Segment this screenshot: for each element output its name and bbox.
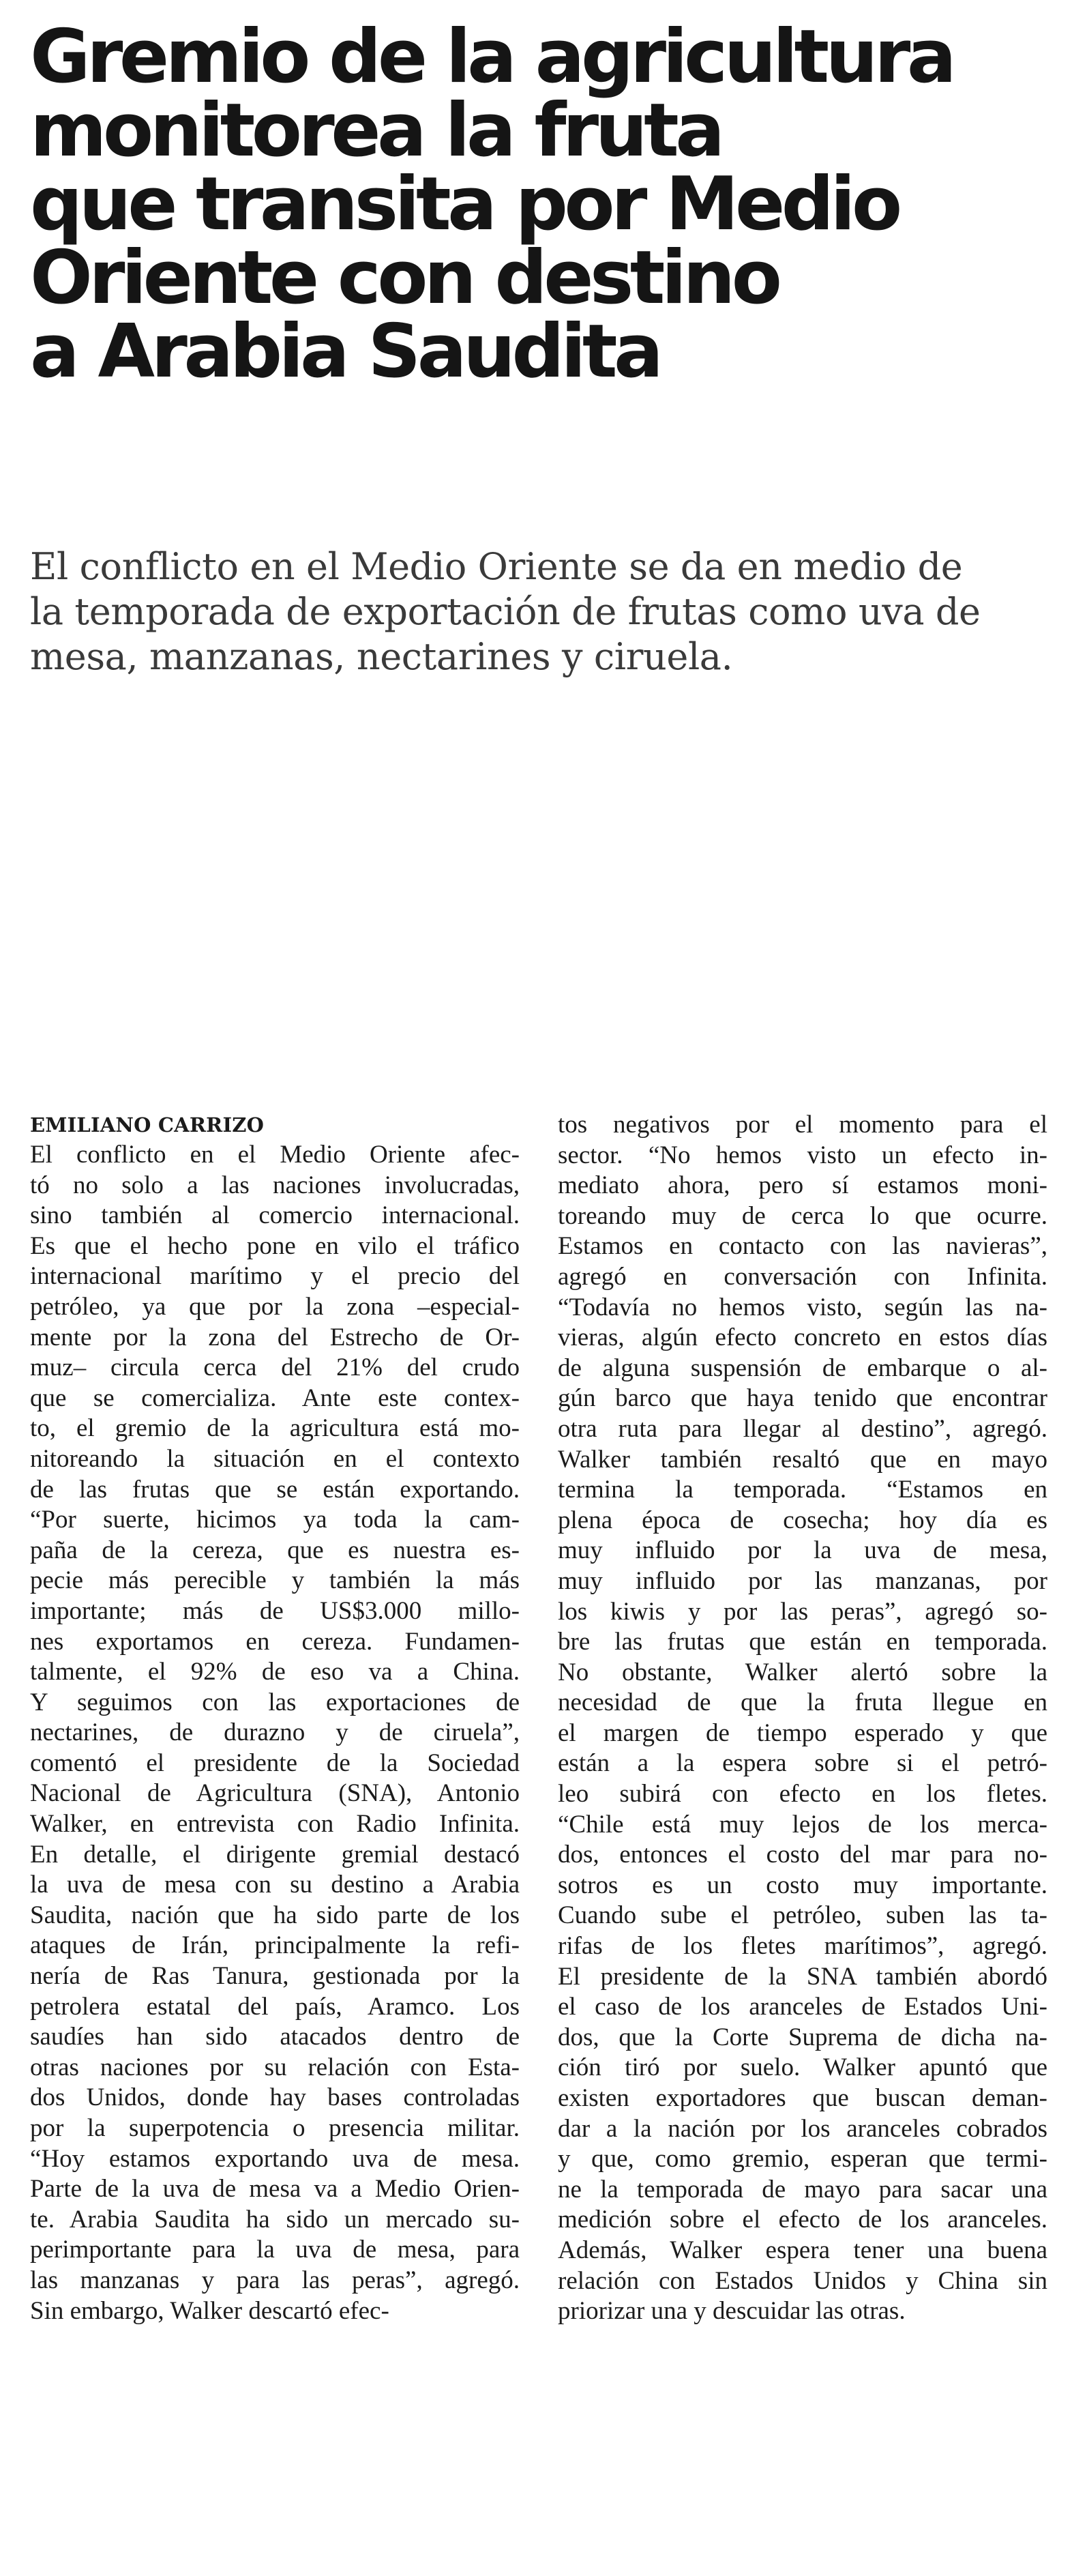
body-text-line: ción tiró por suelo. Walker apuntó que	[558, 2053, 1047, 2082]
headline-line: Oriente con destino	[30, 235, 779, 321]
body-text-line: bre las frutas que están en temporada.	[558, 1628, 1047, 1656]
body-text-line: perimportante para la uva de mesa, para	[30, 2236, 520, 2264]
body-text-line: “Hoy estamos exportando uva de mesa.	[30, 2144, 520, 2173]
body-text-line: talmente, el 92% de eso va a China.	[30, 1658, 520, 1686]
body-text-line: ne la temporada de mayo para sacar una	[558, 2175, 1047, 2204]
body-text-line: Saudita, nación que ha sido parte de los	[30, 1901, 520, 1929]
author-byline: EMILIANO CARRIZO	[30, 1113, 265, 1137]
body-text-line: agregó en conversación con Infinita.	[558, 1262, 1047, 1291]
headline-line: Gremio de la agricultura	[30, 14, 953, 100]
body-text-line: saudíes han sido atacados dentro de	[30, 2023, 520, 2051]
body-text-line: tó no solo a las naciones involucradas,	[30, 1171, 520, 1199]
body-text-line: el caso de los aranceles de Estados Uni-	[558, 1993, 1047, 2021]
body-text-line: paña de la cereza, que es nuestra es-	[30, 1536, 520, 1564]
body-text-line: mediato ahora, pero sí estamos moni-	[558, 1171, 1047, 1200]
body-text-line: mente por la zona del Estrecho de Or-	[30, 1323, 520, 1351]
body-text-line: El presidente de la SNA también abordó	[558, 1962, 1047, 1991]
body-text-line: que se comercializa. Ante este contex-	[30, 1384, 520, 1412]
body-text-line: dar a la nación por los aranceles cobrados	[558, 2114, 1047, 2143]
body-text-line: leo subirá con efecto en los fletes.	[558, 1780, 1047, 1809]
body-text-line: dos, que la Corte Suprema de dicha na-	[558, 2023, 1047, 2051]
body-text-line: importante; más de US$3.000 millo-	[30, 1596, 520, 1625]
body-text-line: y que, como gremio, esperan que termi-	[558, 2145, 1047, 2174]
body-text-line: el margen de tiempo esperado y que	[558, 1718, 1047, 1747]
body-text-line: Y seguimos con las exportaciones de	[30, 1688, 520, 1716]
body-text-line: plena época de cosecha; hoy día es	[558, 1506, 1047, 1534]
body-text-line: petrolera estatal del país, Aramco. Los	[30, 1992, 520, 2021]
body-text-line: termina la temporada. “Estamos en	[558, 1476, 1047, 1504]
body-column-left	[30, 1140, 520, 2326]
body-column-right	[558, 1110, 1047, 2327]
body-text-line: otras naciones por su relación con Esta-	[30, 2053, 520, 2081]
body-text-line: “Chile está muy lejos de los merca-	[558, 1810, 1047, 1839]
body-text-line: relación con Estados Unidos y China sin	[558, 2266, 1047, 2295]
body-text-line: “Todavía no hemos visto, según las na-	[558, 1293, 1047, 1321]
headline-line: a Arabia Saudita	[30, 309, 660, 394]
body-text-line: medición sobre el efecto de los aranceles.	[558, 2206, 1047, 2234]
body-text-line: petróleo, ya que por la zona –especial-	[30, 1292, 520, 1321]
body-text-line: Estamos en contacto con las navieras”,	[558, 1232, 1047, 1261]
body-text-line: Walker, en entrevista con Radio Infinita.	[30, 1810, 520, 1839]
body-text-line: to, el gremio de la agricultura está mo-	[30, 1414, 520, 1443]
body-text-line: toreando muy de cerca lo que ocurre.	[558, 1201, 1047, 1230]
body-text-line: muz– circula cerca del 21% del crudo	[30, 1353, 520, 1382]
headline	[30, 14, 1032, 394]
body-text-line: comentó el presidente de la Sociedad	[30, 1748, 520, 1777]
body-text-line: rifas de los fletes marítimos”, agregó.	[558, 1932, 1047, 1961]
body-text-line: de las frutas que se están exportando.	[30, 1475, 520, 1504]
body-text-line: dos Unidos, donde hay bases controladas	[30, 2083, 520, 2112]
body-text-line: te. Arabia Saudita ha sido un mercado su-	[30, 2205, 520, 2234]
body-text-line: de alguna suspensión de embarque o al-	[558, 1353, 1047, 1382]
body-text-line: dos, entonces el costo del mar para no-	[558, 1841, 1047, 1869]
headline-line: monitorea la fruta	[30, 88, 721, 173]
subtitle	[30, 544, 1039, 679]
body-text-line: “Por suerte, hicimos ya toda la cam-	[30, 1506, 520, 1534]
body-text-line: El conflicto en el Medio Oriente afec-	[30, 1141, 520, 1169]
body-text-line: pecie más perecible y también la más	[30, 1566, 520, 1595]
body-text-line: priorizar una y descuidar las otras.	[558, 2297, 906, 2326]
body-text-line: Nacional de Agricultura (SNA), Antonio	[30, 1779, 520, 1808]
body-text-line: sector. “No hemos visto un efecto in-	[558, 1141, 1047, 1169]
headline-line: que transita por Medio	[30, 162, 899, 247]
body-text-line: las manzanas y para las peras”, agregó.	[30, 2266, 520, 2294]
body-text-line: Sin embargo, Walker descartó efec-	[30, 2296, 389, 2325]
body-text-line: nectarines, de durazno y de ciruela”,	[30, 1718, 520, 1747]
body-text-line: otra ruta para llegar al destino”, agregó.	[558, 1414, 1047, 1443]
body-text-line: están a la espera sobre si el petró-	[558, 1749, 1047, 1778]
body-text-line: los kiwis y por las peras”, agregó so-	[558, 1597, 1047, 1626]
body-text-line: Además, Walker espera tener una buena	[558, 2236, 1047, 2264]
body-text-line: por la superpotencia o presencia militar.	[30, 2114, 520, 2142]
subtitle-line: mesa, manzanas, nectarines y ciruela.	[30, 635, 733, 678]
body-text-line: nes exportamos en cereza. Fundamen-	[30, 1627, 520, 1656]
body-text-line: tos negativos por el momento para el	[558, 1111, 1047, 1139]
subtitle-line: El conflicto en el Medio Oriente se da en medio de	[30, 545, 963, 588]
body-text-line: Es que el hecho pone en vilo el tráfico	[30, 1231, 520, 1260]
body-text-line: nería de Ras Tanura, gestionada por la	[30, 1962, 520, 1991]
body-text-line: gún barco que haya tenido que encontrar	[558, 1384, 1047, 1413]
body-text-line: vieras, algún efecto concreto en estos días	[558, 1323, 1047, 1352]
body-text-line: necesidad de que la fruta llegue en	[558, 1688, 1047, 1717]
body-text-line: Parte de la uva de mesa va a Medio Orien-	[30, 2175, 520, 2204]
body-text-line: En detalle, el dirigente gremial destacó	[30, 1840, 520, 1869]
body-text-line: ataques de Irán, principalmente la refi-	[30, 1931, 520, 1960]
body-text-line: internacional marítimo y el precio del	[30, 1262, 520, 1291]
body-text-line: muy influido por la uva de mesa,	[558, 1536, 1047, 1565]
body-text-line: No obstante, Walker alertó sobre la	[558, 1658, 1047, 1686]
body-text-line: muy influido por las manzanas, por	[558, 1566, 1047, 1595]
subtitle-line: la temporada de exportación de frutas como uva de	[30, 590, 981, 633]
body-text-line: sino también al comercio internacional.	[30, 1201, 520, 1230]
body-text-line: la uva de mesa con su destino a Arabia	[30, 1871, 520, 1899]
body-text-line: Walker también resaltó que en mayo	[558, 1445, 1047, 1474]
body-text-line: nitoreando la situación en el contexto	[30, 1444, 520, 1473]
body-text-line: Cuando sube el petróleo, suben las ta-	[558, 1901, 1047, 1930]
body-text-line: sotros es un costo muy importante.	[558, 1871, 1047, 1899]
body-text-line: existen exportadores que buscan deman-	[558, 2084, 1047, 2112]
